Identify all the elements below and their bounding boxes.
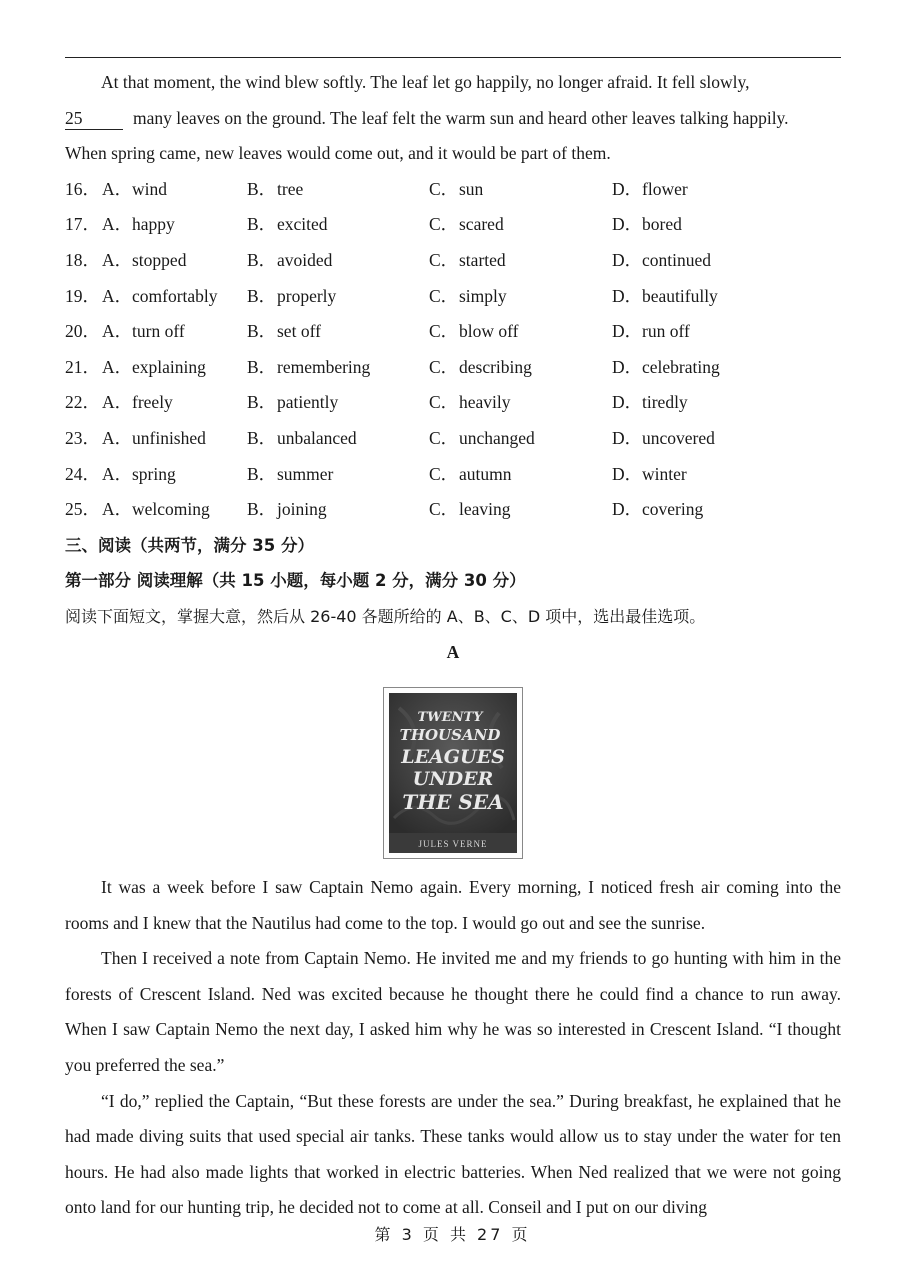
- option-letter: C．: [429, 463, 459, 484]
- option-text: tiredly: [642, 392, 688, 413]
- passage-a-paragraph-3: “I do,” replied the Captain, “But these forests are under the sea.” During breakfast, he explained that he had made diving suits that used special air tanks. These tanks would allow us to stay under the water for ten hours. He had also made lights that worked in electric batteries. When Ned realized that we were not going onto land for our hunting trip, he decided not to come at all. Conseil and I put on our diving: [65, 1090, 841, 1218]
- option-a: [102, 457, 247, 493]
- option-letter: B．: [247, 463, 277, 484]
- option-b: [247, 279, 429, 315]
- option-letter: C．: [429, 499, 459, 520]
- option-text: uncovered: [642, 427, 715, 448]
- option-d: [612, 421, 812, 457]
- option-letter: C．: [429, 356, 459, 377]
- option-letter: C．: [429, 321, 459, 342]
- option-a: [102, 492, 247, 528]
- cover-title-line: TWENTY: [417, 710, 483, 726]
- option-letter: B．: [247, 392, 277, 413]
- passage-a-paragraph-2: Then I received a note from Captain Nemo. He invited me and my friends to go hunting with him in the forests of Crescent Island. Ned was excited because he thought there he could find a chance to run away. When I saw Captain Nemo the next day, I asked him why he was so interested in Crescent Island. “I thought you preferred the sea.”: [65, 948, 841, 1076]
- option-a: [102, 279, 247, 315]
- cloze-passage-line3: [65, 136, 841, 172]
- option-a: [102, 314, 247, 350]
- option-letter: A．: [102, 356, 133, 377]
- option-letter: A．: [102, 249, 133, 270]
- option-letter: B．: [247, 321, 277, 342]
- book-cover-figure: [65, 670, 841, 870]
- option-text: patiently: [277, 392, 339, 413]
- passage-line: When spring came, new leaves would come out, and it would be part of them.: [65, 143, 611, 164]
- cover-title-line: THE SEA: [402, 790, 504, 815]
- option-c: [429, 279, 612, 315]
- option-text: properly: [277, 285, 337, 306]
- option-text: explaining: [132, 356, 206, 377]
- option-letter: C．: [429, 249, 459, 270]
- option-text: joining: [277, 499, 327, 520]
- option-letter: B．: [247, 285, 277, 306]
- option-text: flower: [642, 178, 688, 199]
- question-row: [65, 172, 841, 208]
- option-text: heavily: [459, 392, 511, 413]
- option-letter: D．: [612, 392, 643, 413]
- option-a: [102, 385, 247, 421]
- option-letter: A．: [102, 392, 133, 413]
- book-cover-art: [384, 688, 522, 858]
- question-list: [65, 172, 841, 528]
- option-letter: A．: [102, 321, 133, 342]
- option-b: [247, 207, 429, 243]
- option-text: describing: [459, 356, 532, 377]
- cover-author: JULES VERNE: [418, 839, 488, 850]
- option-b: [247, 457, 429, 493]
- cloze-passage-end: [65, 65, 841, 101]
- option-letter: C．: [429, 427, 459, 448]
- question-number: 16．: [65, 178, 100, 199]
- option-letter: A．: [102, 427, 133, 448]
- instruction: 阅读下面短文，掌握大意，然后从 26-40 各题所给的 A、B、C、D 项中，选出最佳选项。: [65, 606, 706, 626]
- option-b: [247, 314, 429, 350]
- question-number: 17．: [65, 214, 100, 235]
- option-text: freely: [132, 392, 173, 413]
- option-letter: A．: [102, 463, 133, 484]
- option-letter: B．: [247, 214, 277, 235]
- passage-line: many leaves on the ground. The leaf felt the warm sun and heard other leaves talking happily.: [133, 107, 789, 128]
- question-number: 18．: [65, 249, 100, 270]
- question-number: 20．: [65, 321, 100, 342]
- option-b: [247, 421, 429, 457]
- option-d: [612, 172, 812, 208]
- option-text: stopped: [132, 249, 187, 270]
- option-c: [429, 350, 612, 386]
- option-a: [102, 243, 247, 279]
- option-letter: D．: [612, 427, 643, 448]
- option-letter: D．: [612, 321, 643, 342]
- option-text: started: [459, 249, 506, 270]
- option-text: remembering: [277, 356, 371, 377]
- option-c: [429, 207, 612, 243]
- book-cover-image: [383, 687, 523, 859]
- option-a: [102, 207, 247, 243]
- option-c: [429, 385, 612, 421]
- option-d: [612, 243, 812, 279]
- cover-title-line: LEAGUES: [401, 746, 505, 769]
- option-text: happy: [132, 214, 175, 235]
- option-text: tree: [277, 178, 304, 199]
- option-c: [429, 457, 612, 493]
- option-letter: A．: [102, 499, 133, 520]
- option-text: autumn: [459, 463, 512, 484]
- cloze-passage-line2: [65, 101, 841, 137]
- passage-line: At that moment, the wind blew softly. The leaf let go happily, no longer afraid. It fell slowly,: [101, 72, 750, 92]
- option-text: turn off: [132, 321, 185, 342]
- option-text: summer: [277, 463, 334, 484]
- option-text: celebrating: [642, 356, 720, 377]
- option-c: [429, 314, 612, 350]
- passage-label: A: [446, 641, 460, 662]
- option-d: [612, 279, 812, 315]
- option-b: [247, 350, 429, 386]
- option-text: run off: [642, 321, 690, 342]
- option-text: unbalanced: [277, 427, 357, 448]
- question-row: [65, 350, 841, 386]
- question-row: [65, 243, 841, 279]
- option-letter: B．: [247, 427, 277, 448]
- option-b: [247, 385, 429, 421]
- option-d: [612, 350, 812, 386]
- option-letter: B．: [247, 499, 277, 520]
- option-text: winter: [642, 463, 687, 484]
- option-c: [429, 172, 612, 208]
- option-text: spring: [132, 463, 176, 484]
- option-letter: B．: [247, 249, 277, 270]
- cover-title-line: THOUSAND: [399, 726, 501, 745]
- option-letter: C．: [429, 214, 459, 235]
- section-heading: 三、阅读（共两节，满分 35 分）: [65, 535, 314, 555]
- option-b: [247, 243, 429, 279]
- option-text: simply: [459, 285, 507, 306]
- question-number: 19．: [65, 285, 100, 306]
- question-row: [65, 207, 841, 243]
- question-row: [65, 457, 841, 493]
- option-c: [429, 243, 612, 279]
- option-b: [247, 172, 429, 208]
- page-content: [65, 65, 841, 1226]
- option-c: [429, 421, 612, 457]
- option-letter: B．: [247, 356, 277, 377]
- option-letter: D．: [612, 499, 643, 520]
- question-row: [65, 279, 841, 315]
- header-rule: [65, 57, 841, 58]
- option-c: [429, 492, 612, 528]
- option-letter: D．: [612, 285, 643, 306]
- question-number: 24．: [65, 463, 100, 484]
- option-d: [612, 385, 812, 421]
- question-number: 21．: [65, 356, 100, 377]
- question-row: [65, 314, 841, 350]
- option-letter: D．: [612, 356, 643, 377]
- option-letter: D．: [612, 214, 643, 235]
- option-text: unchanged: [459, 427, 535, 448]
- option-letter: B．: [247, 178, 277, 199]
- question-row: [65, 492, 841, 528]
- option-letter: A．: [102, 178, 133, 199]
- option-text: scared: [459, 214, 504, 235]
- part-heading: 第一部分 阅读理解（共 15 小题，每小题 2 分，满分 30 分）: [65, 571, 526, 591]
- question-row: [65, 385, 841, 421]
- option-text: set off: [277, 321, 321, 342]
- option-text: blow off: [459, 321, 519, 342]
- option-d: [612, 492, 812, 528]
- option-text: welcoming: [132, 499, 210, 520]
- option-text: sun: [459, 178, 484, 199]
- blank-25: 25: [65, 107, 123, 130]
- option-letter: A．: [102, 285, 133, 306]
- cover-title-line: UNDER: [412, 768, 494, 791]
- option-text: leaving: [459, 499, 511, 520]
- option-text: excited: [277, 214, 328, 235]
- option-letter: D．: [612, 178, 643, 199]
- question-row: [65, 421, 841, 457]
- option-text: comfortably: [132, 285, 218, 306]
- question-number: 25．: [65, 499, 100, 520]
- question-number: 23．: [65, 427, 100, 448]
- option-a: [102, 350, 247, 386]
- option-text: wind: [132, 178, 167, 199]
- option-a: [102, 421, 247, 457]
- passage-a-paragraph-1: It was a week before I saw Captain Nemo again. Every morning, I noticed fresh air coming into the rooms and I knew that the Nautilus had come to the top. I would go out and see the sunrise.: [65, 877, 841, 933]
- option-letter: D．: [612, 249, 643, 270]
- option-d: [612, 207, 812, 243]
- option-text: covering: [642, 499, 704, 520]
- option-text: continued: [642, 249, 712, 270]
- option-a: [102, 172, 247, 208]
- option-letter: D．: [612, 463, 643, 484]
- option-text: beautifully: [642, 285, 718, 306]
- option-letter: C．: [429, 285, 459, 306]
- option-text: unfinished: [132, 427, 206, 448]
- option-d: [612, 457, 812, 493]
- option-text: avoided: [277, 249, 333, 270]
- option-letter: A．: [102, 214, 133, 235]
- option-text: bored: [642, 214, 682, 235]
- option-letter: C．: [429, 178, 459, 199]
- option-d: [612, 314, 812, 350]
- question-number: 22．: [65, 392, 100, 413]
- page-footer: 第 3 页 共 27 页: [374, 1225, 531, 1244]
- option-letter: C．: [429, 392, 459, 413]
- option-b: [247, 492, 429, 528]
